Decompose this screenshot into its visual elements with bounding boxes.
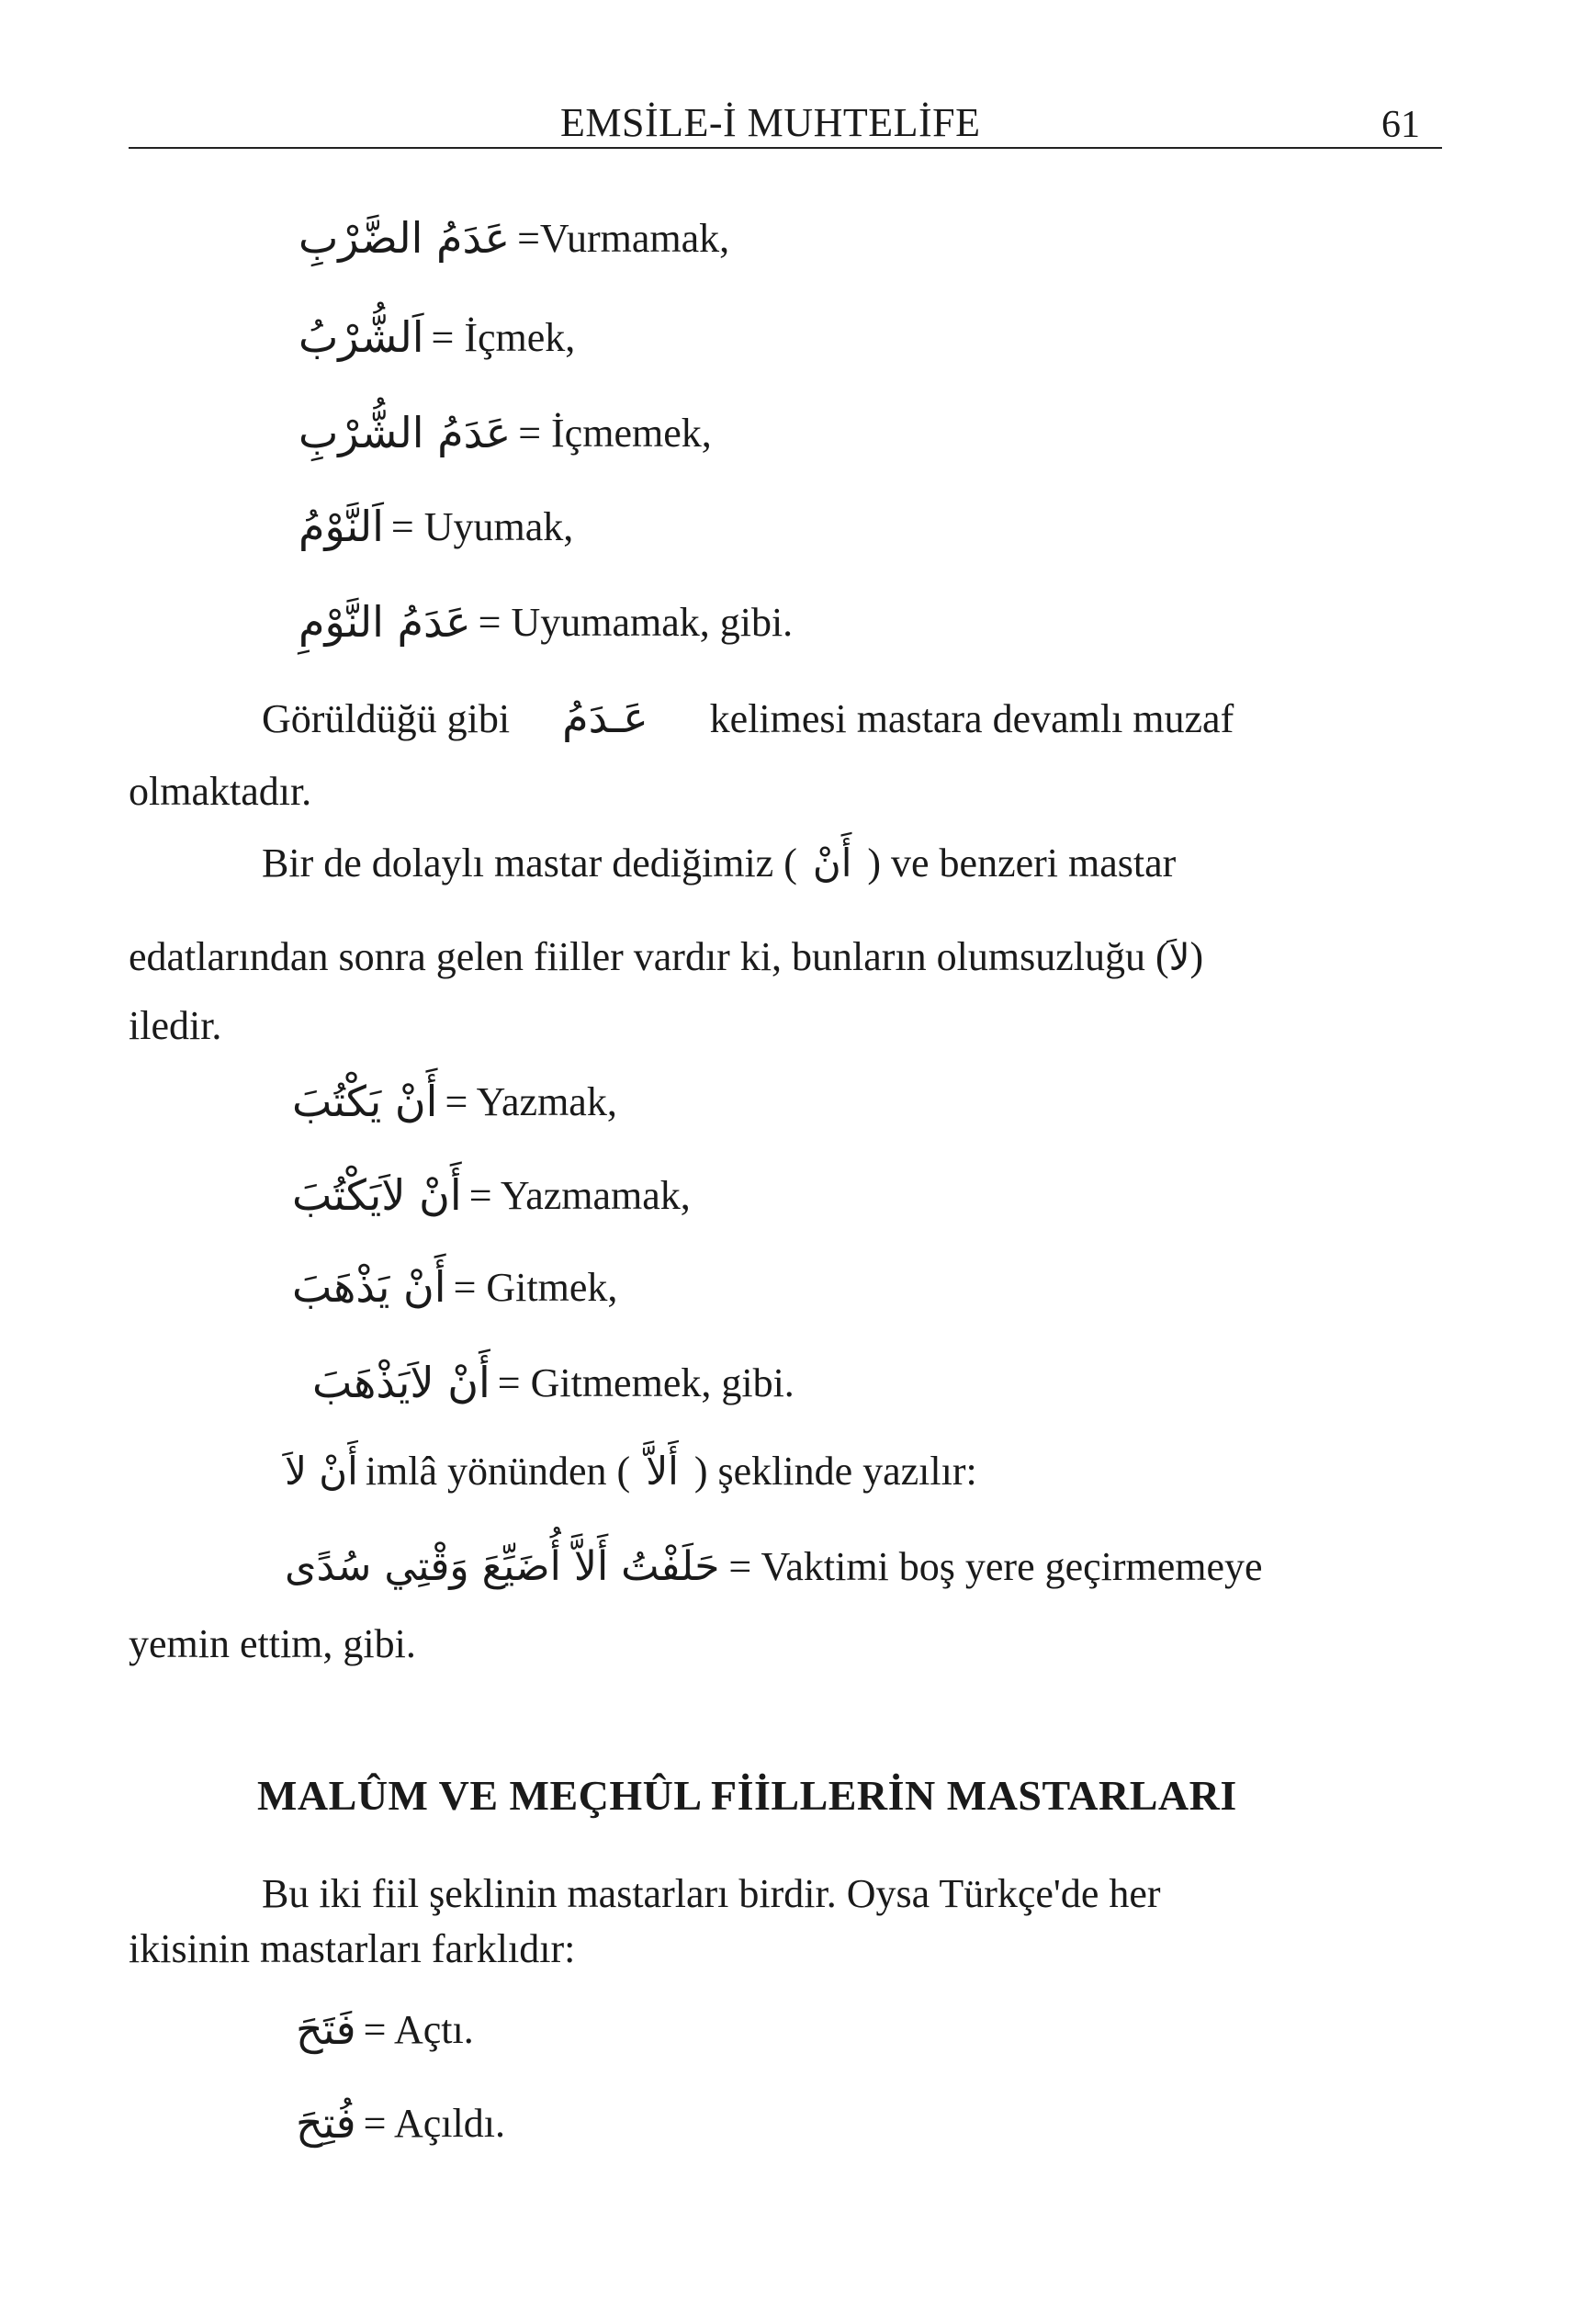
list-item [292,1170,691,1220]
list-item [299,213,729,263]
list-item [296,2004,474,2054]
text: ) ve benzeri mastar [867,840,1177,886]
arabic-word: أَنْ لاَ [285,1449,358,1494]
section-heading: MALÛM VE MEÇHÛL FİİLLERİN MASTARLARI [257,1772,1237,1819]
text: Bir de dolaylı mastar dediğimiz ( [262,840,797,886]
arabic-sentence: حَلَفْتُ أَلاَّ أُضَيِّعَ وَقْتِي سُدًى [285,1543,720,1590]
running-header-title: EMSİLE-İ MUHTELİFE [560,100,981,145]
text: edatlarından sonra gelen fiiller vardır ki, bunların olumsuzluğu ( [129,934,1169,979]
turkish-meaning: =Vurmamak, [517,215,730,261]
list-item [292,1077,617,1126]
paragraph-line [285,1543,1263,1590]
turkish-meaning: = Gitmek, [453,1264,618,1310]
turkish-meaning: = Açtı. [363,2006,474,2052]
page-number: 61 [1381,104,1420,146]
arabic-term: أَنْ لاَيَذْهَبَ [312,1358,490,1407]
paragraph-line: olmaktadır. [129,769,312,814]
arabic-word: أَنْ [812,840,852,886]
text: imlâ yönünden ( [365,1449,631,1494]
turkish-meaning: = Gitmemek, gibi. [497,1359,794,1405]
paragraph-line: ikisinin mastarları farklıdır: [129,1926,576,1971]
paragraph-line [129,934,1204,979]
list-item [299,502,573,551]
arabic-term: أَنْ يَكْتُبَ [292,1077,438,1126]
paragraph-line [285,1451,977,1492]
paragraph-line [262,693,1234,742]
text: ) [1189,934,1204,979]
arabic-term: اَلشُّرْبُ [299,312,424,362]
text: ) şeklinde yazılır: [693,1449,977,1494]
turkish-meaning: = İçmek, [431,314,576,360]
paragraph-line: Bu iki fiil şeklinin mastarları birdir. Oysa Türkçe'de her [262,1871,1161,1916]
arabic-term: اَلنَّوْمُ [299,502,384,551]
text: = Vaktimi boş yere geçirmemeye [728,1544,1263,1589]
list-item [299,312,575,362]
arabic-term: فُتِحَ [296,2098,356,2148]
text: Görüldüğü gibi [262,696,511,741]
header-rule [129,147,1442,149]
arabic-term: عَدَمُ الشُّرْبِ [299,408,512,457]
turkish-meaning: = Yazmamak, [468,1172,691,1218]
list-item [299,408,712,457]
arabic-term: أَنْ لاَيَكْتُبَ [292,1170,462,1220]
text: kelimesi mastara devamlı muzaf [709,696,1234,741]
list-item [299,597,793,647]
arabic-word: أَلاَّ [646,1449,679,1494]
turkish-meaning: = Uyumak, [390,503,574,549]
arabic-word: عَـدَمُ [562,693,648,742]
list-item [296,2098,505,2148]
paragraph-line [262,840,1177,886]
arabic-term: فَتَحَ [296,2004,356,2054]
turkish-meaning: = İçmemek, [518,410,712,456]
list-item [312,1358,794,1407]
arabic-term: عَدَمُ الضَّرْبِ [299,213,511,263]
turkish-meaning: = Yazmak, [445,1078,617,1124]
turkish-meaning: = Uyumamak, gibi. [478,599,794,645]
turkish-meaning: = Açıldı. [363,2100,505,2146]
paragraph-line: iledir. [129,1003,222,1048]
arabic-word: لاَ [1168,937,1190,979]
paragraph-line: yemin ettim, gibi. [129,1621,416,1666]
list-item [292,1262,617,1312]
arabic-term: أَنْ يَذْهَبَ [292,1262,446,1312]
arabic-term: عَدَمُ النَّوْمِ [299,597,471,647]
